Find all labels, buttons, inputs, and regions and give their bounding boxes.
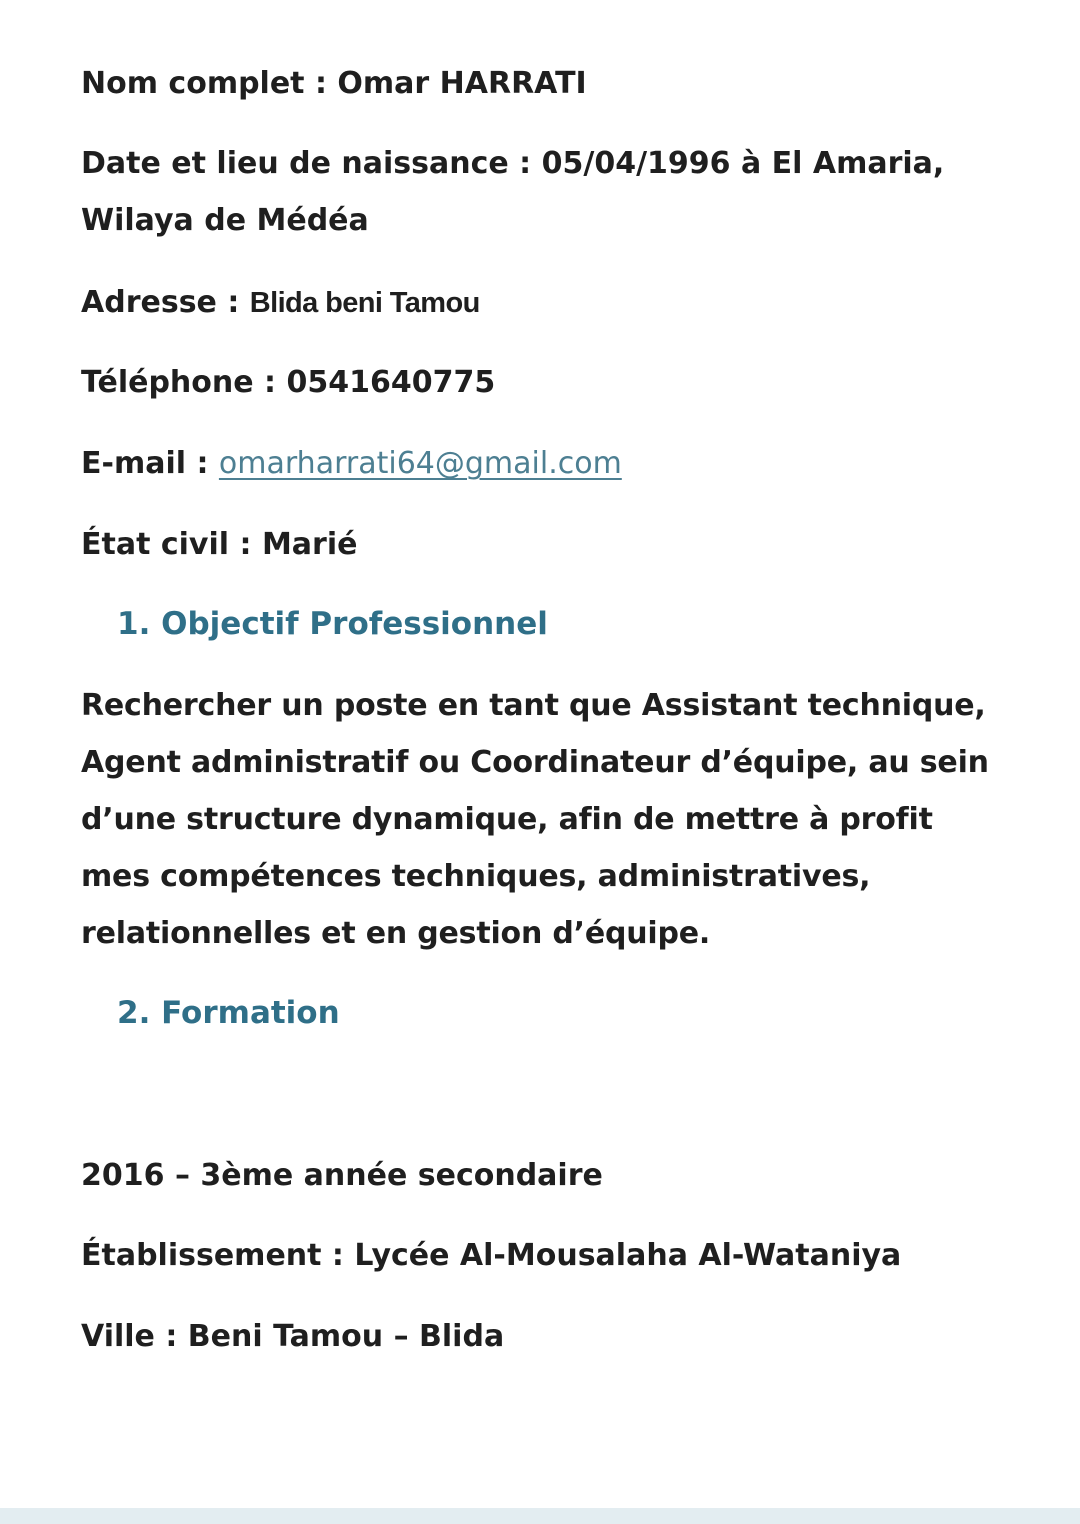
civil-status-label: État civil : xyxy=(81,527,262,562)
civil-status-line xyxy=(81,516,357,573)
city-label: Ville : xyxy=(81,1319,188,1354)
email-line xyxy=(81,435,622,492)
phone-line xyxy=(81,354,495,411)
objective-text: Rechercher un poste en tant que Assistant technique, Agent administratif ou Coordinateur d’équipe, au sein d’une structure dynamique, afin de mettre à profit mes compétences techniques, administratives, relationnelles et en gestion d’équipe. xyxy=(81,688,989,951)
birth-value-line2: Wilaya de Médéa xyxy=(81,203,369,238)
email-label: E-mail : xyxy=(81,446,219,481)
address-value: Blida beni Tamou xyxy=(249,287,480,319)
birth-label: Date et lieu de naissance : xyxy=(81,146,542,181)
education-year-level: 2016 – 3ème année secondaire xyxy=(81,1158,603,1193)
objective-heading: 1. Objectif Professionnel xyxy=(117,606,548,642)
phone-value: 0541640775 xyxy=(286,365,496,400)
education-heading: 2. Formation xyxy=(117,995,340,1031)
address-line xyxy=(81,274,480,332)
full-name-line xyxy=(81,55,587,112)
phone-label: Téléphone : xyxy=(81,365,287,400)
birth-value-line1: 05/04/1996 à El Amaria, xyxy=(541,146,945,181)
education-year-line xyxy=(81,1147,603,1204)
email-link[interactable]: omarharrati64@gmail.com xyxy=(218,446,622,481)
full-name-label: Nom complet : xyxy=(81,66,338,101)
full-name-value: Omar HARRATI xyxy=(337,66,587,101)
birth-line-1 xyxy=(81,135,944,192)
city-line xyxy=(81,1308,504,1365)
school-value: Lycée Al-Mousalaha Al-Wataniya xyxy=(354,1238,902,1273)
school-line xyxy=(81,1227,901,1284)
address-label: Adresse : xyxy=(81,285,250,320)
birth-line-2 xyxy=(81,192,369,249)
city-value: Beni Tamou – Blida xyxy=(187,1319,505,1354)
civil-status-value: Marié xyxy=(261,527,358,562)
bottom-divider xyxy=(0,1508,1080,1524)
school-label: Établissement : xyxy=(81,1238,355,1273)
